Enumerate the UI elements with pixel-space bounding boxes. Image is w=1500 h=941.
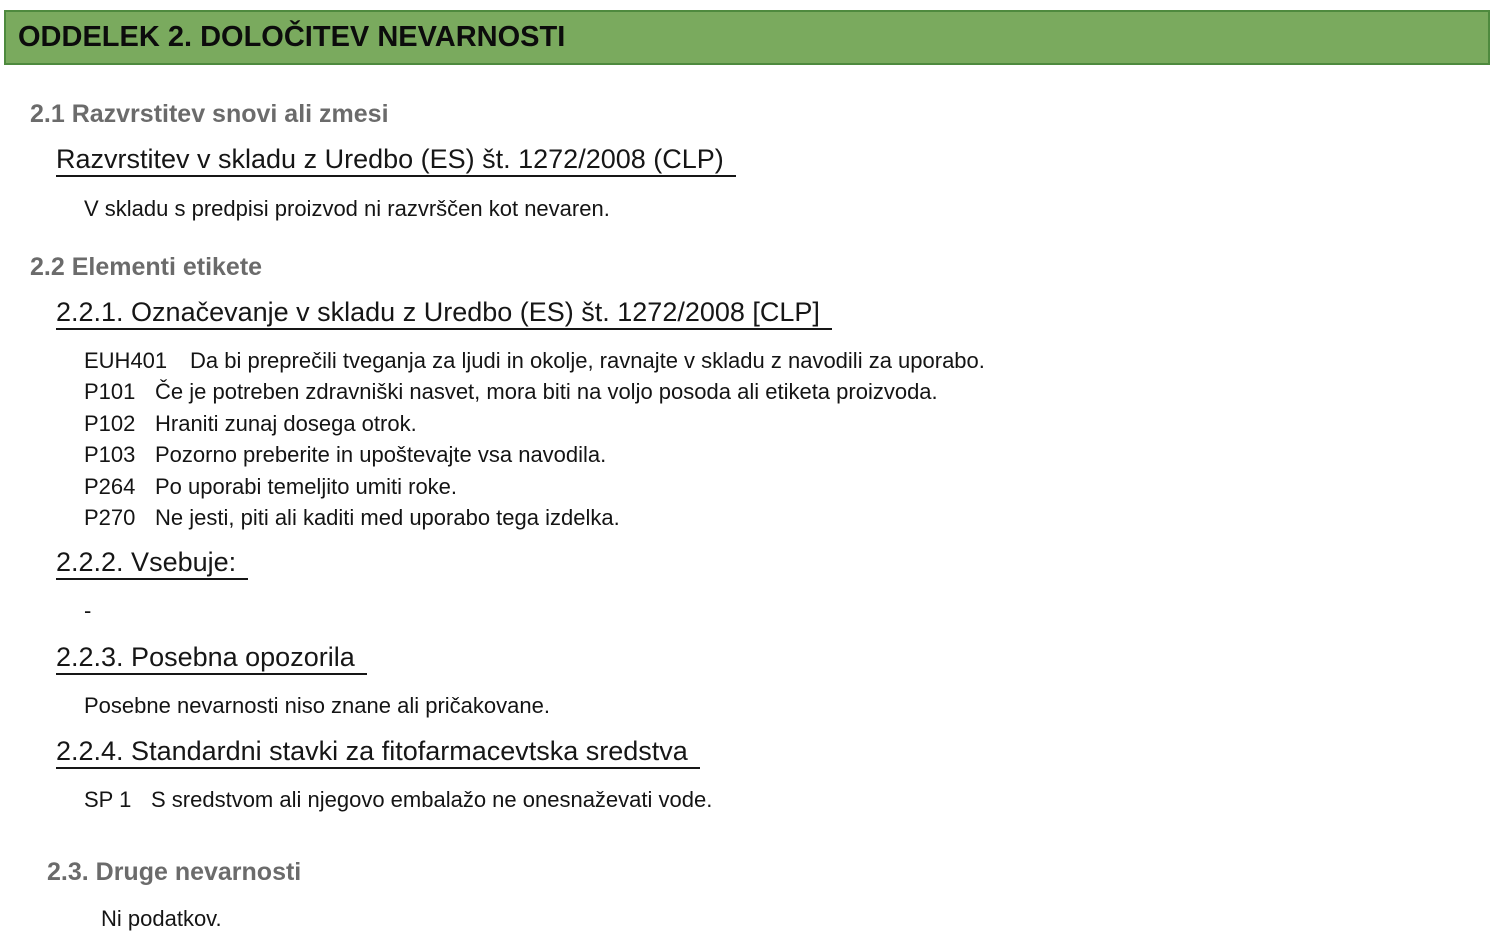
contains-text: - <box>84 598 92 623</box>
heading-2-3: 2.3. Druge nevarnosti <box>47 858 302 886</box>
subheading-clp-classification: Razvrstitev v skladu z Uredbo (ES) št. 1272/2008 (CLP) <box>56 143 736 177</box>
statement-text: S sredstvom ali njegovo embalažo ne onesnaževati vode. <box>151 787 713 812</box>
statement-code: P103 <box>84 442 136 467</box>
statement-row <box>84 442 606 468</box>
statement-text: Po uporabi temeljito umiti roke. <box>155 474 458 499</box>
subheading-2-2-1: 2.2.1. Označevanje v skladu z Uredbo (ES) št. 1272/2008 [CLP] <box>56 296 832 330</box>
statement-text: Če je potreben zdravniški nasvet, mora biti na voljo posoda ali etiketa proizvoda. <box>155 379 938 404</box>
heading-2-1: 2.1 Razvrstitev snovi ali zmesi <box>30 100 389 128</box>
statement-row <box>84 348 985 374</box>
statement-text: Ne jesti, piti ali kaditi med uporabo tega izdelka. <box>155 505 620 530</box>
statement-row <box>84 379 938 405</box>
special-warnings-text: Posebne nevarnosti niso znane ali pričakovane. <box>84 693 550 718</box>
statement-code: P101 <box>84 379 136 404</box>
section-header <box>4 10 1490 65</box>
statement-code: P102 <box>84 411 136 436</box>
statement-code: EUH401 <box>84 348 168 373</box>
subheading-2-2-4: 2.2.4. Standardni stavki za fitofarmacevtska sredstva <box>56 735 700 769</box>
other-hazards-text: Ni podatkov. <box>101 906 222 931</box>
subheading-2-2-3: 2.2.3. Posebna opozorila <box>56 641 367 675</box>
statement-row <box>84 505 620 531</box>
statement-code: SP 1 <box>84 787 132 812</box>
classification-text: V skladu s predpisi proizvod ni razvrščen kot nevaren. <box>84 196 610 221</box>
section-title: ODDELEK 2. DOLOČITEV NEVARNOSTI <box>18 21 566 53</box>
subheading-2-2-2: 2.2.2. Vsebuje: <box>56 546 248 580</box>
statement-text: Pozorno preberite in upoštevajte vsa navodila. <box>155 442 607 467</box>
statement-row <box>84 411 417 437</box>
heading-2-2: 2.2 Elementi etikete <box>30 253 263 281</box>
statement-row <box>84 474 457 500</box>
statement-code: P270 <box>84 505 136 530</box>
statement-row <box>84 787 712 813</box>
statement-text: Da bi preprečili tveganja za ljudi in okolje, ravnajte v skladu z navodili za uporabo. <box>190 348 985 373</box>
statement-text: Hraniti zunaj dosega otrok. <box>155 411 417 436</box>
statement-code: P264 <box>84 474 136 499</box>
